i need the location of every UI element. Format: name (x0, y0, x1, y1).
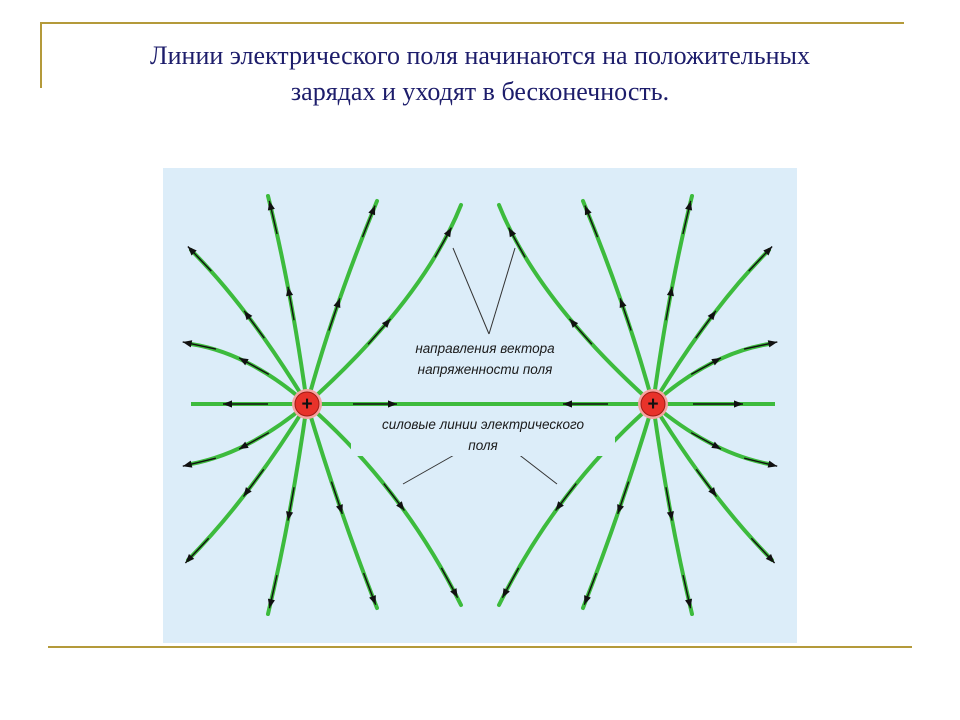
right-field-line-5-vector-1-head (768, 340, 778, 347)
top-rule (40, 22, 904, 24)
field-lines-svg (163, 168, 797, 643)
vector-label-line-2: напряженности поля (417, 362, 553, 377)
field-diagram (163, 168, 797, 643)
left-field-line-2-vector-0-head (334, 298, 341, 308)
vector-label-line-1: направления вектора (415, 341, 555, 356)
left-rule (40, 22, 42, 88)
leader-line-1 (453, 248, 489, 334)
right-positive-charge (638, 389, 668, 419)
right-field-line-9-vector-0-head (617, 504, 624, 514)
vector-direction-label (393, 338, 577, 380)
left-charge-sign: + (301, 394, 313, 415)
field-lines-label (351, 414, 615, 456)
axis-vector-left-head (223, 400, 232, 407)
right-charge-sign: + (647, 394, 659, 415)
left-field-line-9-vector-1-head (369, 595, 376, 605)
right-field-line-9-vector-1-head (584, 595, 591, 605)
right-field-line-7 (653, 404, 772, 560)
right-field-line-2-vector-0-head (620, 298, 627, 308)
title-line-2: зарядах и уходят в бесконечность. (290, 77, 670, 106)
left-field-line-7 (188, 404, 307, 560)
left-field-line-2-vector-1-head (368, 206, 375, 216)
bottom-rule (48, 646, 912, 648)
axis-vector-center-right-head (563, 400, 572, 407)
slide-title (60, 38, 900, 110)
left-positive-charge (292, 389, 322, 419)
left-field-line-5-vector-1-head (183, 340, 193, 347)
lines-label-line-1: силовые линии электрического (381, 417, 585, 432)
lines-label-line-2: поля (468, 438, 498, 453)
leader-line-2 (489, 248, 515, 334)
title-line-1: Линии электрического поля начинаются на положительных (150, 41, 810, 70)
axis-vector-right-head (734, 400, 743, 407)
right-field-line-4 (653, 250, 769, 404)
right-field-line-2-vector-1-head (585, 206, 592, 216)
left-field-line-4 (191, 250, 307, 404)
left-field-line-9-vector-0-head (336, 504, 343, 514)
axis-vector-center-left-head (388, 400, 397, 407)
